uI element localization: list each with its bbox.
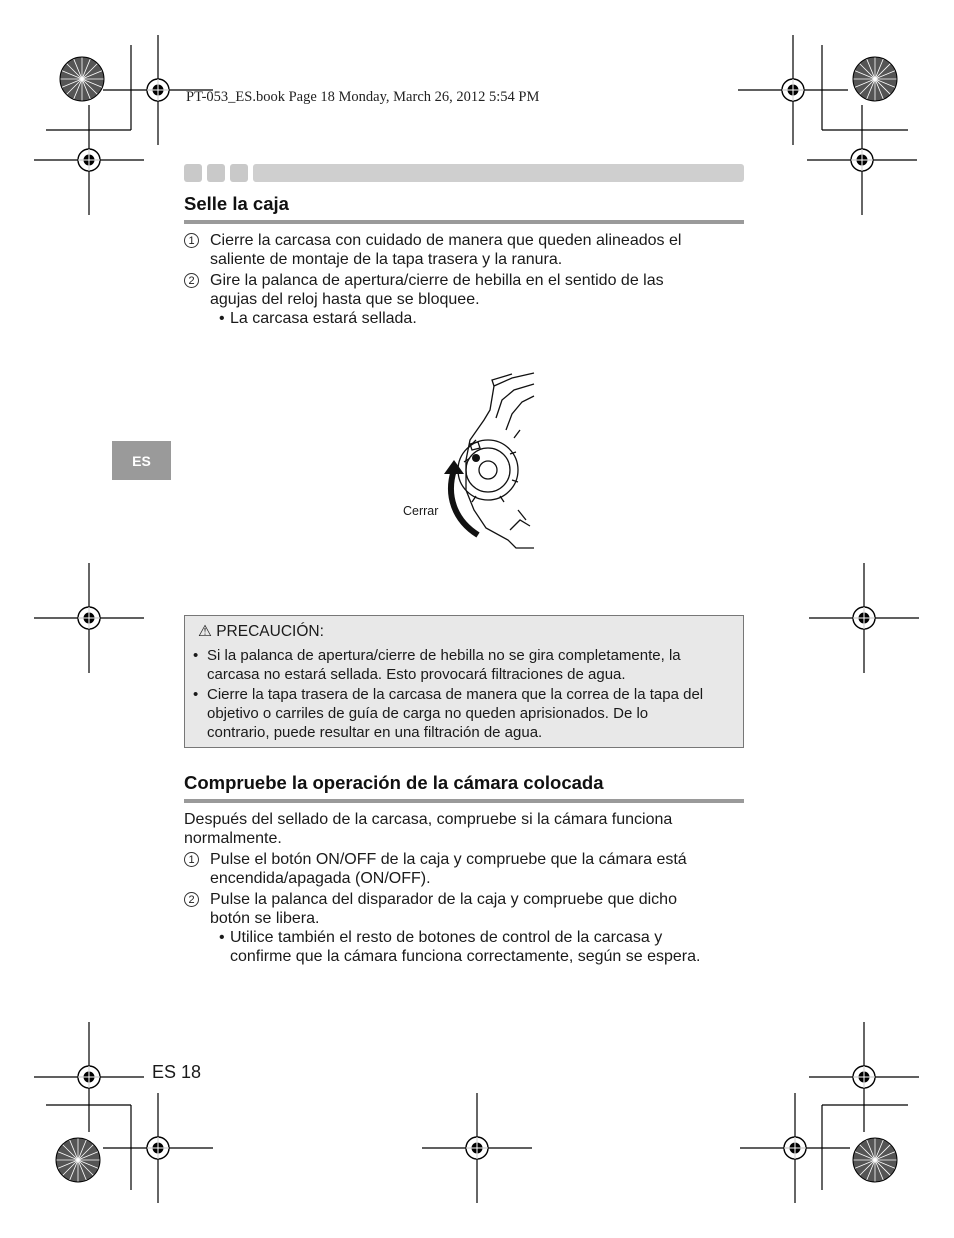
step-1: [184, 231, 744, 269]
step-text: Pulse la palanca del disparador de la caja y compruebe que dicho botón se libera.: [210, 891, 677, 927]
section1-rule: [184, 220, 744, 224]
section1-title: Selle la caja: [184, 193, 289, 214]
language-tab: ES: [112, 441, 171, 480]
note: • Utilice también el resto de botones de control de la carcasa y confirme que la cámara funciona correctamente, según se espera.: [219, 929, 701, 965]
step-1: [184, 850, 754, 888]
step-2: [184, 271, 744, 309]
step-text: Cierre la carcasa con cuidado de manera que queden alineados el saliente de montaje de la tapa trasera y la ranura.: [210, 232, 682, 268]
section2-body: [184, 810, 754, 966]
caution-box: ⚠ PRECAUCIÓN: • Si la palanca de apertura/cierre de hebilla no se gira completamente, la carcasa no estará sellada. Esto provocará filtraciones de agua. • Cierre la tapa trasera de la carcasa de manera que la correa de la tapa del objetivo o carriles de guía de carga no queden aprisionados. De lo contrario, puede resultar en una filtración de agua.: [184, 615, 744, 748]
step-number: 2: [184, 273, 199, 288]
step-number: 1: [184, 233, 199, 248]
intro-text: Después del sellado de la carcasa, compruebe si la cámara funciona normalmente.: [184, 811, 673, 847]
section-decoration-bar: [184, 164, 744, 182]
step-text: Pulse el botón ON/OFF de la caja y compruebe que la cámara está encendida/apagada (ON/OFF).: [210, 851, 687, 887]
step-2: [184, 890, 754, 928]
section2-rule: [184, 799, 744, 803]
page-number: ES 18: [152, 1062, 202, 1082]
step-number: 1: [184, 852, 199, 867]
warning-triangle-icon: ⚠: [198, 623, 212, 640]
figure-label-close: Cerrar: [403, 504, 439, 518]
caution-title: ⚠ PRECAUCIÓN:: [198, 623, 324, 640]
step-text: Gire la palanca de apertura/cierre de hebilla en el sentido de las agujas del reloj hasta que se bloquee.: [210, 272, 664, 308]
section1-steps: [184, 231, 744, 328]
section2-title: Compruebe la operación de la cámara colocada: [184, 772, 604, 793]
housing-lever-illustration: [440, 370, 540, 552]
step-number: 2: [184, 892, 199, 907]
header-file-info: PT-053_ES.book Page 18 Monday, March 26, 2012 5:54 PM: [186, 89, 540, 105]
note: • La carcasa estará sellada.: [219, 310, 417, 327]
